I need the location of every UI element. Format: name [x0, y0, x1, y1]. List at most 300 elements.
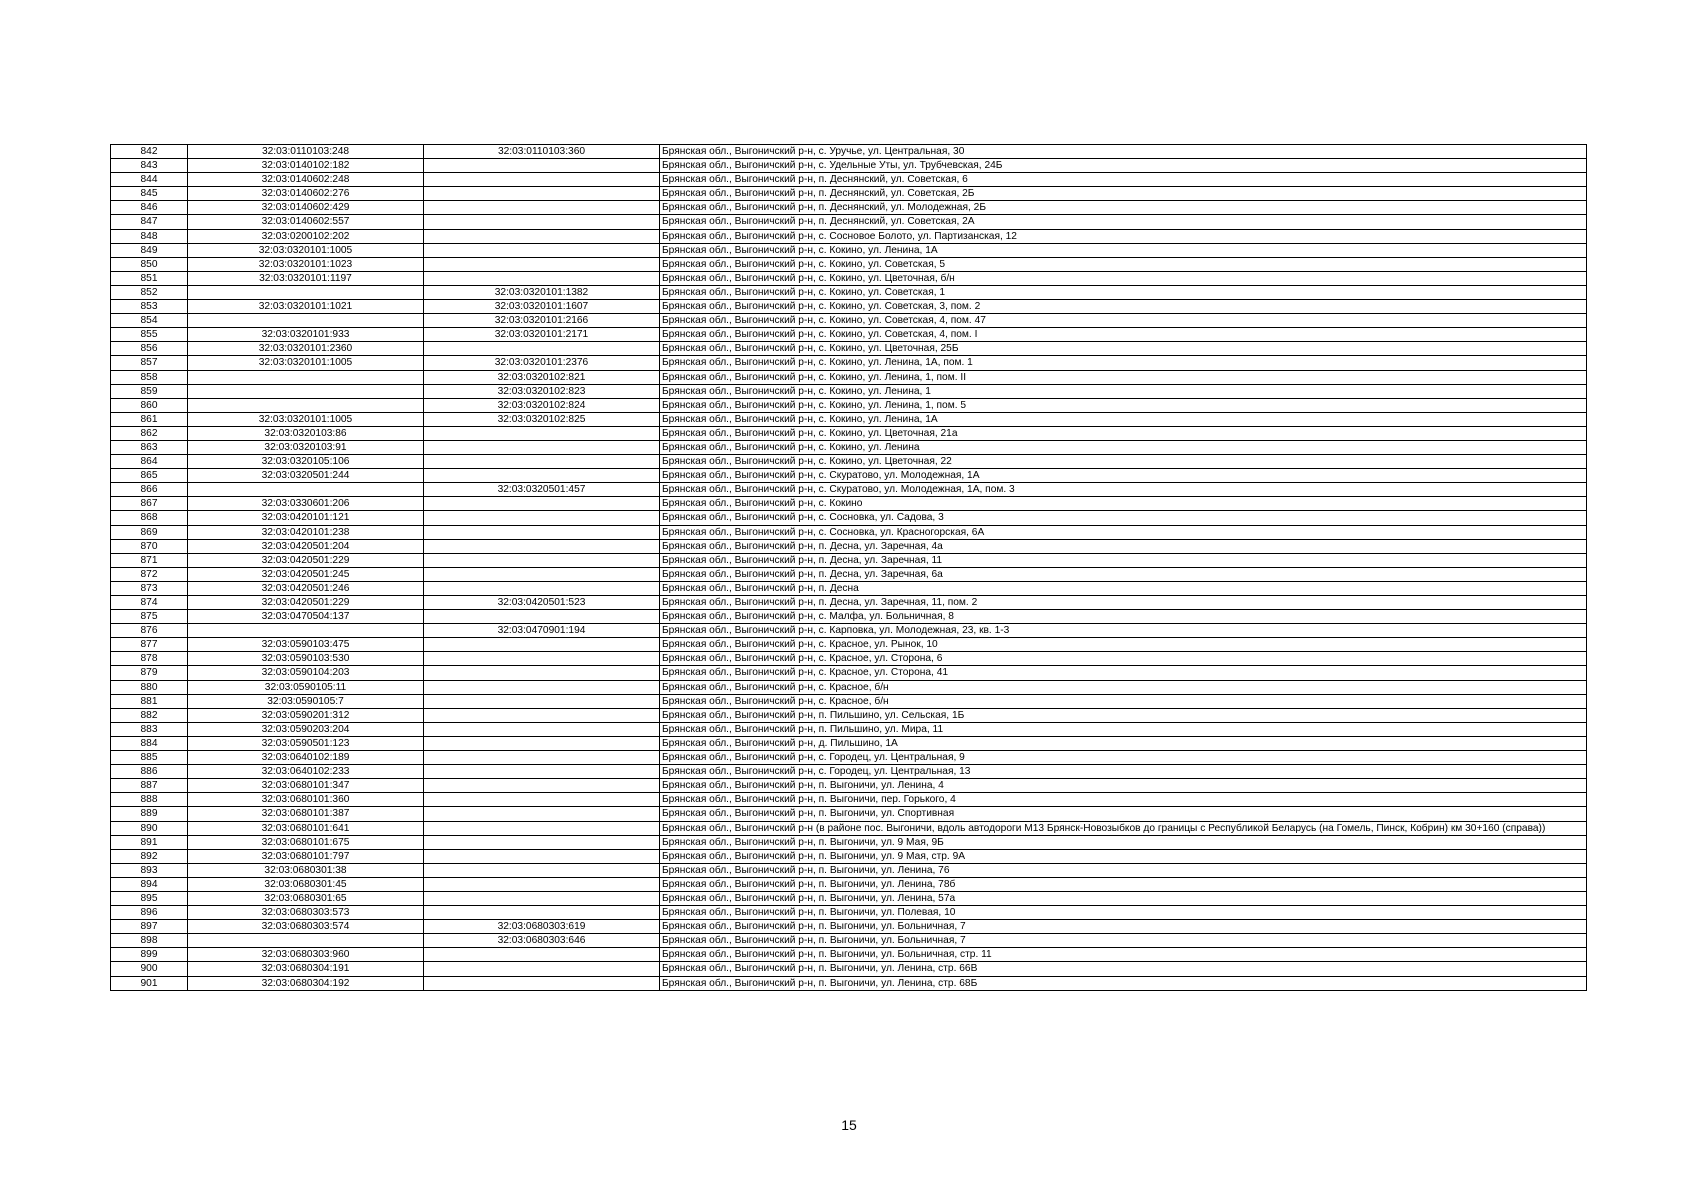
table-row [111, 807, 1587, 821]
address-cell: Брянская обл., Выгоничский р-н, с. Кокино, ул. Ленина, 1А, пом. 1 [660, 356, 1587, 370]
table-row [111, 722, 1587, 736]
row-number-cell: 847 [111, 215, 188, 229]
table-row [111, 145, 1587, 159]
cadastral-number-cell: 32:03:0420501:229 [188, 596, 424, 610]
cadastral-number-cell: 32:03:0590103:475 [188, 638, 424, 652]
related-cadastral-number-cell: 32:03:0320101:1607 [424, 300, 660, 314]
table-row [111, 201, 1587, 215]
related-cadastral-number-cell [424, 525, 660, 539]
cadastral-number-cell: 32:03:0420501:204 [188, 539, 424, 553]
table-row [111, 426, 1587, 440]
address-cell: Брянская обл., Выгоничский р-н, с. Кокино, ул. Ленина, 1, пом. 5 [660, 398, 1587, 412]
related-cadastral-number-cell [424, 962, 660, 976]
table-row [111, 680, 1587, 694]
address-cell: Брянская обл., Выгоничский р-н, с. Скуратово, ул. Молодежная, 1А, пом. 3 [660, 483, 1587, 497]
cadastral-number-cell: 32:03:0470504:137 [188, 610, 424, 624]
row-number-cell: 875 [111, 610, 188, 624]
row-number-cell: 873 [111, 581, 188, 595]
cadastral-number-cell: 32:03:0140602:557 [188, 215, 424, 229]
table-row [111, 243, 1587, 257]
cadastral-number-cell: 32:03:0680301:38 [188, 863, 424, 877]
related-cadastral-number-cell [424, 426, 660, 440]
table-row [111, 849, 1587, 863]
address-cell: Брянская обл., Выгоничский р-н, с. Городец, ул. Центральная, 9 [660, 751, 1587, 765]
address-cell: Брянская обл., Выгоничский р-н, с. Малфа, ул. Больничная, 8 [660, 610, 1587, 624]
table-row [111, 751, 1587, 765]
address-cell: Брянская обл., Выгоничский р-н, п. Десна [660, 581, 1587, 595]
cadastral-number-cell: 32:03:0420501:245 [188, 567, 424, 581]
row-number-cell: 843 [111, 159, 188, 173]
row-number-cell: 869 [111, 525, 188, 539]
cadastral-number-cell: 32:03:0680303:573 [188, 906, 424, 920]
table-row [111, 455, 1587, 469]
address-cell: Брянская обл., Выгоничский р-н, с. Кокино, ул. Ленина, 1 [660, 384, 1587, 398]
cadastral-table [110, 144, 1587, 991]
row-number-cell: 890 [111, 821, 188, 835]
related-cadastral-number-cell [424, 751, 660, 765]
table-row [111, 271, 1587, 285]
related-cadastral-number-cell [424, 581, 660, 595]
table-row [111, 934, 1587, 948]
row-number-cell: 901 [111, 976, 188, 990]
row-number-cell: 845 [111, 187, 188, 201]
row-number-cell: 894 [111, 877, 188, 891]
table-row [111, 187, 1587, 201]
row-number-cell: 859 [111, 384, 188, 398]
row-number-cell: 886 [111, 765, 188, 779]
table-row [111, 525, 1587, 539]
related-cadastral-number-cell: 32:03:0680303:619 [424, 920, 660, 934]
table-row [111, 567, 1587, 581]
address-cell: Брянская обл., Выгоничский р-н, п. Десна, ул. Заречная, 11, пом. 2 [660, 596, 1587, 610]
table-row [111, 821, 1587, 835]
row-number-cell: 871 [111, 553, 188, 567]
row-number-cell: 884 [111, 736, 188, 750]
related-cadastral-number-cell [424, 652, 660, 666]
related-cadastral-number-cell [424, 201, 660, 215]
row-number-cell: 898 [111, 934, 188, 948]
table-row [111, 666, 1587, 680]
cadastral-number-cell: 32:03:0140102:182 [188, 159, 424, 173]
row-number-cell: 876 [111, 624, 188, 638]
related-cadastral-number-cell [424, 342, 660, 356]
address-cell: Брянская обл., Выгоничский р-н, п. Пильшино, ул. Сельская, 1Б [660, 708, 1587, 722]
address-cell: Брянская обл., Выгоничский р-н, п. Выгоничи, пер. Горького, 4 [660, 793, 1587, 807]
table-row [111, 173, 1587, 187]
cadastral-number-cell: 32:03:0680304:191 [188, 962, 424, 976]
cadastral-number-cell [188, 314, 424, 328]
cadastral-number-cell [188, 384, 424, 398]
row-number-cell: 874 [111, 596, 188, 610]
row-number-cell: 858 [111, 370, 188, 384]
cadastral-number-cell: 32:03:0140602:276 [188, 187, 424, 201]
related-cadastral-number-cell [424, 455, 660, 469]
related-cadastral-number-cell [424, 440, 660, 454]
address-cell: Брянская обл., Выгоничский р-н, с. Городец, ул. Центральная, 13 [660, 765, 1587, 779]
row-number-cell: 867 [111, 497, 188, 511]
related-cadastral-number-cell: 32:03:0320101:1382 [424, 285, 660, 299]
cadastral-number-cell: 32:03:0320101:1023 [188, 257, 424, 271]
cadastral-number-cell: 32:03:0320103:86 [188, 426, 424, 440]
address-cell: Брянская обл., Выгоничский р-н, п. Деснянский, ул. Советская, 2А [660, 215, 1587, 229]
row-number-cell: 868 [111, 511, 188, 525]
address-cell: Брянская обл., Выгоничский р-н, с. Кокино, ул. Советская, 1 [660, 285, 1587, 299]
related-cadastral-number-cell [424, 553, 660, 567]
table-row [111, 257, 1587, 271]
related-cadastral-number-cell: 32:03:0470901:194 [424, 624, 660, 638]
address-cell: Брянская обл., Выгоничский р-н, п. Деснянский, ул. Молодежная, 2Б [660, 201, 1587, 215]
address-cell: Брянская обл., Выгоничский р-н, с. Красное, б/н [660, 694, 1587, 708]
table-row [111, 596, 1587, 610]
cadastral-number-cell: 32:03:0110103:248 [188, 145, 424, 159]
cadastral-number-cell: 32:03:0590105:11 [188, 680, 424, 694]
cadastral-number-cell: 32:03:0590203:204 [188, 722, 424, 736]
address-cell: Брянская обл., Выгоничский р-н, п. Выгоничи, ул. Ленина, стр. 66В [660, 962, 1587, 976]
address-cell: Брянская обл., Выгоничский р-н, с. Кокино, ул. Цветочная, 25Б [660, 342, 1587, 356]
row-number-cell: 844 [111, 173, 188, 187]
cadastral-number-cell: 32:03:0420101:121 [188, 511, 424, 525]
row-number-cell: 853 [111, 300, 188, 314]
address-cell: Брянская обл., Выгоничский р-н, п. Выгоничи, ул. Спортивная [660, 807, 1587, 821]
address-cell: Брянская обл., Выгоничский р-н, с. Кокино, ул. Советская, 5 [660, 257, 1587, 271]
cadastral-number-cell: 32:03:0680303:960 [188, 948, 424, 962]
row-number-cell: 887 [111, 779, 188, 793]
address-cell: Брянская обл., Выгоничский р-н, п. Выгоничи, ул. Больничная, стр. 11 [660, 948, 1587, 962]
row-number-cell: 860 [111, 398, 188, 412]
related-cadastral-number-cell [424, 497, 660, 511]
related-cadastral-number-cell [424, 539, 660, 553]
address-cell: Брянская обл., Выгоничский р-н, с. Кокино, ул. Советская, 4, пом. I [660, 328, 1587, 342]
row-number-cell: 846 [111, 201, 188, 215]
related-cadastral-number-cell: 32:03:0320102:821 [424, 370, 660, 384]
cadastral-number-cell: 32:03:0640102:233 [188, 765, 424, 779]
related-cadastral-number-cell [424, 159, 660, 173]
table-row [111, 765, 1587, 779]
table-row [111, 906, 1587, 920]
address-cell: Брянская обл., Выгоничский р-н, с. Кокино, ул. Советская, 4, пом. 47 [660, 314, 1587, 328]
cadastral-number-cell: 32:03:0680101:675 [188, 835, 424, 849]
table-row [111, 920, 1587, 934]
cadastral-number-cell: 32:03:0420501:229 [188, 553, 424, 567]
table-row [111, 384, 1587, 398]
address-cell: Брянская обл., Выгоничский р-н, п. Выгоничи, ул. Ленина, 57а [660, 891, 1587, 905]
table-row [111, 483, 1587, 497]
address-cell: Брянская обл., Выгоничский р-н, п. Десна, ул. Заречная, 11 [660, 553, 1587, 567]
cadastral-number-cell: 32:03:0320101:1021 [188, 300, 424, 314]
cadastral-number-cell: 32:03:0680301:65 [188, 891, 424, 905]
address-cell: Брянская обл., Выгоничский р-н, с. Красное, ул. Рынок, 10 [660, 638, 1587, 652]
row-number-cell: 857 [111, 356, 188, 370]
row-number-cell: 896 [111, 906, 188, 920]
cadastral-number-cell: 32:03:0330601:206 [188, 497, 424, 511]
cadastral-number-cell: 32:03:0320101:1005 [188, 412, 424, 426]
table-row [111, 652, 1587, 666]
address-cell: Брянская обл., Выгоничский р-н, п. Деснянский, ул. Советская, 6 [660, 173, 1587, 187]
table-row [111, 694, 1587, 708]
row-number-cell: 863 [111, 440, 188, 454]
related-cadastral-number-cell [424, 567, 660, 581]
address-cell: Брянская обл., Выгоничский р-н, с. Кокино, ул. Ленина [660, 440, 1587, 454]
row-number-cell: 891 [111, 835, 188, 849]
address-cell: Брянская обл., Выгоничский р-н, с. Карповка, ул. Молодежная, 23, кв. 1-3 [660, 624, 1587, 638]
related-cadastral-number-cell [424, 891, 660, 905]
row-number-cell: 897 [111, 920, 188, 934]
related-cadastral-number-cell [424, 722, 660, 736]
address-cell: Брянская обл., Выгоничский р-н, п. Выгоничи, ул. Полевая, 10 [660, 906, 1587, 920]
related-cadastral-number-cell [424, 793, 660, 807]
row-number-cell: 889 [111, 807, 188, 821]
row-number-cell: 864 [111, 455, 188, 469]
row-number-cell: 855 [111, 328, 188, 342]
related-cadastral-number-cell: 32:03:0320101:2166 [424, 314, 660, 328]
cadastral-number-cell: 32:03:0680303:574 [188, 920, 424, 934]
related-cadastral-number-cell: 32:03:0320101:2376 [424, 356, 660, 370]
row-number-cell: 851 [111, 271, 188, 285]
row-number-cell: 880 [111, 680, 188, 694]
cadastral-number-cell: 32:03:0420501:246 [188, 581, 424, 595]
table-row [111, 948, 1587, 962]
address-cell: Брянская обл., Выгоничский р-н, п. Десна, ул. Заречная, 6а [660, 567, 1587, 581]
address-cell: Брянская обл., Выгоничский р-н, с. Сосновка, ул. Садова, 3 [660, 511, 1587, 525]
table-row [111, 779, 1587, 793]
table-row [111, 976, 1587, 990]
address-cell: Брянская обл., Выгоничский р-н, п. Пильшино, ул. Мира, 11 [660, 722, 1587, 736]
table-row [111, 370, 1587, 384]
cadastral-number-cell: 32:03:0320105:106 [188, 455, 424, 469]
row-number-cell: 877 [111, 638, 188, 652]
table-row [111, 610, 1587, 624]
table-row [111, 877, 1587, 891]
table-row [111, 356, 1587, 370]
row-number-cell: 848 [111, 229, 188, 243]
address-cell: Брянская обл., Выгоничский р-н, п. Выгоничи, ул. 9 Мая, 9Б [660, 835, 1587, 849]
cadastral-number-cell [188, 398, 424, 412]
table-row [111, 581, 1587, 595]
row-number-cell: 872 [111, 567, 188, 581]
cadastral-number-cell [188, 285, 424, 299]
related-cadastral-number-cell [424, 976, 660, 990]
address-cell: Брянская обл., Выгоничский р-н, с. Кокино, ул. Ленина, 1, пом. II [660, 370, 1587, 384]
related-cadastral-number-cell: 32:03:0320102:824 [424, 398, 660, 412]
row-number-cell: 893 [111, 863, 188, 877]
related-cadastral-number-cell [424, 215, 660, 229]
table-row [111, 962, 1587, 976]
cadastral-number-cell: 32:03:0590501:123 [188, 736, 424, 750]
table-row [111, 440, 1587, 454]
related-cadastral-number-cell [424, 257, 660, 271]
related-cadastral-number-cell [424, 229, 660, 243]
address-cell: Брянская обл., Выгоничский р-н, с. Кокино, ул. Цветочная, б/н [660, 271, 1587, 285]
cadastral-number-cell: 32:03:0680304:192 [188, 976, 424, 990]
row-number-cell: 882 [111, 708, 188, 722]
related-cadastral-number-cell [424, 666, 660, 680]
row-number-cell: 895 [111, 891, 188, 905]
row-number-cell: 879 [111, 666, 188, 680]
row-number-cell: 888 [111, 793, 188, 807]
related-cadastral-number-cell [424, 511, 660, 525]
related-cadastral-number-cell [424, 807, 660, 821]
related-cadastral-number-cell [424, 821, 660, 835]
address-cell: Брянская обл., Выгоничский р-н, с. Кокино [660, 497, 1587, 511]
related-cadastral-number-cell [424, 835, 660, 849]
cadastral-number-cell: 32:03:0590104:203 [188, 666, 424, 680]
related-cadastral-number-cell [424, 736, 660, 750]
address-cell: Брянская обл., Выгоничский р-н, с. Кокино, ул. Ленина, 1А [660, 243, 1587, 257]
cadastral-number-cell: 32:03:0320101:1005 [188, 356, 424, 370]
cadastral-number-cell: 32:03:0680101:641 [188, 821, 424, 835]
row-number-cell: 900 [111, 962, 188, 976]
related-cadastral-number-cell: 32:03:0420501:523 [424, 596, 660, 610]
address-cell: Брянская обл., Выгоничский р-н, п. Деснянский, ул. Советская, 2Б [660, 187, 1587, 201]
table-row [111, 398, 1587, 412]
cadastral-number-cell: 32:03:0590201:312 [188, 708, 424, 722]
address-cell: Брянская обл., Выгоничский р-н (в районе пос. Выгоничи, вдоль автодороги М13 Брянск-Новозыбков до границы с Республикой Беларусь (на Гомель, Пинск, Кобрин) км 30+160 (справа)) [660, 821, 1587, 835]
address-cell: Брянская обл., Выгоничский р-н, п. Выгоничи, ул. Больничная, 7 [660, 920, 1587, 934]
table-row [111, 553, 1587, 567]
table-row [111, 511, 1587, 525]
related-cadastral-number-cell [424, 863, 660, 877]
table-row [111, 539, 1587, 553]
cadastral-number-cell: 32:03:0320101:2360 [188, 342, 424, 356]
address-cell: Брянская обл., Выгоничский р-н, с. Кокино, ул. Цветочная, 22 [660, 455, 1587, 469]
cadastral-number-cell: 32:03:0640102:189 [188, 751, 424, 765]
table-row [111, 229, 1587, 243]
address-cell: Брянская обл., Выгоничский р-н, с. Уручье, ул. Центральная, 30 [660, 145, 1587, 159]
related-cadastral-number-cell [424, 469, 660, 483]
cadastral-number-cell [188, 624, 424, 638]
related-cadastral-number-cell [424, 694, 660, 708]
row-number-cell: 852 [111, 285, 188, 299]
table-row [111, 863, 1587, 877]
row-number-cell: 850 [111, 257, 188, 271]
address-cell: Брянская обл., Выгоничский р-н, п. Десна, ул. Заречная, 4а [660, 539, 1587, 553]
table-row [111, 835, 1587, 849]
table-body [111, 145, 1587, 991]
address-cell: Брянская обл., Выгоничский р-н, с. Кокино, ул. Цветочная, 21а [660, 426, 1587, 440]
cadastral-number-cell: 32:03:0200102:202 [188, 229, 424, 243]
table-row [111, 342, 1587, 356]
related-cadastral-number-cell [424, 187, 660, 201]
row-number-cell: 899 [111, 948, 188, 962]
address-cell: Брянская обл., Выгоничский р-н, с. Красное, ул. Сторона, 6 [660, 652, 1587, 666]
related-cadastral-number-cell [424, 906, 660, 920]
address-cell: Брянская обл., Выгоничский р-н, п. Выгоничи, ул. Больничная, 7 [660, 934, 1587, 948]
address-cell: Брянская обл., Выгоничский р-н, п. Выгоничи, ул. Ленина, 76 [660, 863, 1587, 877]
row-number-cell: 878 [111, 652, 188, 666]
cadastral-number-cell: 32:03:0680101:347 [188, 779, 424, 793]
related-cadastral-number-cell [424, 779, 660, 793]
cadastral-number-cell: 32:03:0420101:238 [188, 525, 424, 539]
row-number-cell: 842 [111, 145, 188, 159]
table-row [111, 624, 1587, 638]
cadastral-number-cell: 32:03:0680101:387 [188, 807, 424, 821]
row-number-cell: 849 [111, 243, 188, 257]
related-cadastral-number-cell [424, 765, 660, 779]
row-number-cell: 861 [111, 412, 188, 426]
row-number-cell: 865 [111, 469, 188, 483]
cadastral-number-cell: 32:03:0680301:45 [188, 877, 424, 891]
cadastral-number-cell [188, 483, 424, 497]
related-cadastral-number-cell [424, 173, 660, 187]
row-number-cell: 856 [111, 342, 188, 356]
row-number-cell: 883 [111, 722, 188, 736]
address-cell: Брянская обл., Выгоничский р-н, п. Выгоничи, ул. Ленина, 4 [660, 779, 1587, 793]
cadastral-number-cell [188, 934, 424, 948]
related-cadastral-number-cell: 32:03:0320102:823 [424, 384, 660, 398]
cadastral-number-cell: 32:03:0140602:429 [188, 201, 424, 215]
related-cadastral-number-cell: 32:03:0680303:646 [424, 934, 660, 948]
cadastral-number-cell: 32:03:0680101:360 [188, 793, 424, 807]
related-cadastral-number-cell [424, 638, 660, 652]
cadastral-number-cell: 32:03:0320101:1197 [188, 271, 424, 285]
row-number-cell: 870 [111, 539, 188, 553]
table-row [111, 736, 1587, 750]
cadastral-number-cell: 32:03:0320101:933 [188, 328, 424, 342]
address-cell: Брянская обл., Выгоничский р-н, с. Удельные Уты, ул. Трубчевская, 24Б [660, 159, 1587, 173]
related-cadastral-number-cell [424, 610, 660, 624]
related-cadastral-number-cell [424, 877, 660, 891]
related-cadastral-number-cell: 32:03:0320102:825 [424, 412, 660, 426]
table-row [111, 708, 1587, 722]
related-cadastral-number-cell [424, 708, 660, 722]
table-row [111, 159, 1587, 173]
table-row [111, 314, 1587, 328]
cadastral-number-cell: 32:03:0590105:7 [188, 694, 424, 708]
table-row [111, 328, 1587, 342]
related-cadastral-number-cell [424, 849, 660, 863]
row-number-cell: 885 [111, 751, 188, 765]
related-cadastral-number-cell: 32:03:0110103:360 [424, 145, 660, 159]
related-cadastral-number-cell: 32:03:0320501:457 [424, 483, 660, 497]
related-cadastral-number-cell [424, 680, 660, 694]
table-row [111, 497, 1587, 511]
table-row [111, 891, 1587, 905]
table-row [111, 412, 1587, 426]
address-cell: Брянская обл., Выгоничский р-н, с. Красное, ул. Сторона, 41 [660, 666, 1587, 680]
page-number: 15 [841, 1117, 857, 1133]
related-cadastral-number-cell [424, 243, 660, 257]
table-row [111, 300, 1587, 314]
address-cell: Брянская обл., Выгоничский р-н, с. Скуратово, ул. Молодежная, 1А [660, 469, 1587, 483]
table-row [111, 285, 1587, 299]
cadastral-number-cell: 32:03:0140602:248 [188, 173, 424, 187]
row-number-cell: 866 [111, 483, 188, 497]
address-cell: Брянская обл., Выгоничский р-н, с. Кокино, ул. Советская, 3, пом. 2 [660, 300, 1587, 314]
table-row [111, 793, 1587, 807]
table-row [111, 469, 1587, 483]
related-cadastral-number-cell [424, 948, 660, 962]
address-cell: Брянская обл., Выгоничский р-н, с. Красное, б/н [660, 680, 1587, 694]
row-number-cell: 881 [111, 694, 188, 708]
cadastral-number-cell: 32:03:0320501:244 [188, 469, 424, 483]
related-cadastral-number-cell [424, 271, 660, 285]
cadastral-number-cell: 32:03:0320103:91 [188, 440, 424, 454]
cadastral-number-cell: 32:03:0320101:1005 [188, 243, 424, 257]
row-number-cell: 892 [111, 849, 188, 863]
cadastral-number-cell: 32:03:0590103:530 [188, 652, 424, 666]
row-number-cell: 862 [111, 426, 188, 440]
address-cell: Брянская обл., Выгоничский р-н, п. Выгоничи, ул. Ленина, стр. 68Б [660, 976, 1587, 990]
address-cell: Брянская обл., Выгоничский р-н, д. Пильшино, 1А [660, 736, 1587, 750]
address-cell: Брянская обл., Выгоничский р-н, с. Сосновое Болото, ул. Партизанская, 12 [660, 229, 1587, 243]
address-cell: Брянская обл., Выгоничский р-н, с. Сосновка, ул. Красногорская, 6А [660, 525, 1587, 539]
row-number-cell: 854 [111, 314, 188, 328]
address-cell: Брянская обл., Выгоничский р-н, п. Выгоничи, ул. Ленина, 78б [660, 877, 1587, 891]
cadastral-number-cell: 32:03:0680101:797 [188, 849, 424, 863]
address-cell: Брянская обл., Выгоничский р-н, с. Кокино, ул. Ленина, 1А [660, 412, 1587, 426]
table-row [111, 215, 1587, 229]
table-row [111, 638, 1587, 652]
